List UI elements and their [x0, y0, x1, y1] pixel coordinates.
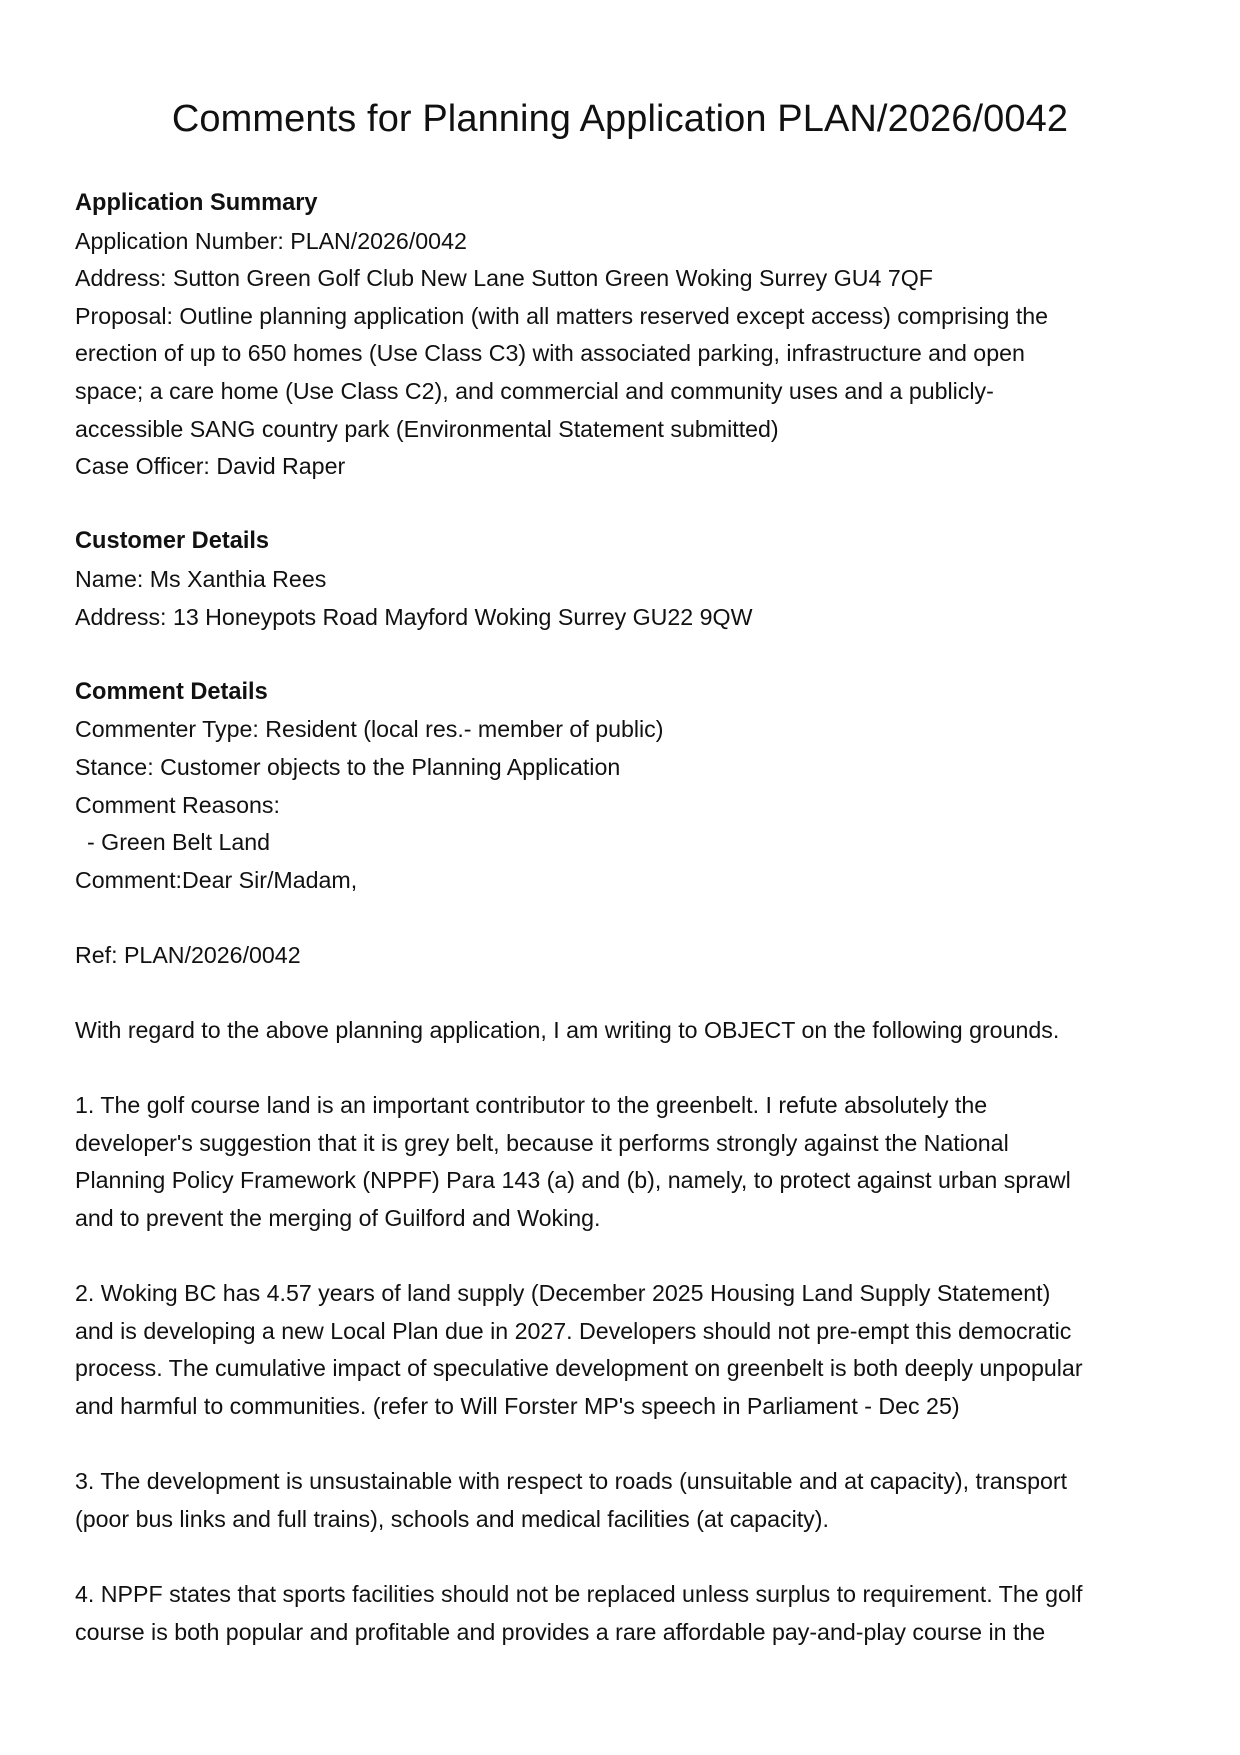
spacer: [75, 636, 1165, 674]
case-officer: Case Officer: David Raper: [75, 453, 346, 480]
customer-details-heading: Customer Details: [75, 528, 270, 555]
objection-point-line: 2. Woking BC has 4.57 years of land supply (December 2025 Housing Land Supply Statement): [75, 1280, 1051, 1307]
objection-point-line: course is both popular and profitable and provides a rare affordable pay-and-play course in the: [75, 1618, 1046, 1645]
objection-point-line: Planning Policy Framework (NPPF) Para 143 (a) and (b), namely, to protect against urban sprawl: [75, 1167, 1071, 1194]
objection-point-line: and harmful to communities. (refer to Will Forster MP's speech in Parliament - Dec 25): [75, 1393, 960, 1419]
comment-opening: Comment:Dear Sir/Madam,: [75, 866, 358, 893]
spacer: [75, 1238, 1165, 1276]
proposal-line: space; a care home (Use Class C2), and commercial and community uses and a publicly-: [75, 377, 994, 404]
comment-intro: With regard to the above planning application, I am writing to OBJECT on the following grounds.: [75, 1017, 1060, 1044]
spacer: [75, 1426, 1165, 1464]
document-body: [75, 185, 1165, 1651]
objection-point-line: developer's suggestion that it is grey belt, because it performs strongly against the National: [75, 1129, 1009, 1156]
comment-reasons-label: Comment Reasons:: [75, 791, 280, 818]
application-summary-heading: Application Summary: [75, 190, 318, 216]
spacer: [75, 486, 1165, 524]
objection-point-line: and to prevent the merging of Guilford and Woking.: [75, 1205, 601, 1232]
objection-point-line: 1. The golf course land is an important contributor to the greenbelt. I refute absolutely the: [75, 1092, 988, 1119]
proposal-line: accessible SANG country park (Environmental Statement submitted): [75, 415, 779, 442]
customer-name: Name: Ms Xanthia Rees: [75, 565, 327, 592]
page-title: Comments for Planning Application PLAN/2026/0042: [171, 98, 1069, 140]
stance: Stance: Customer objects to the Planning Application: [75, 753, 621, 780]
comment-ref: Ref: PLAN/2026/0042: [75, 941, 301, 968]
spacer: [75, 899, 1165, 937]
spacer: [75, 974, 1165, 1012]
objection-point-line: 4. NPPF states that sports facilities should not be replaced unless surplus to requirement. The golf: [75, 1580, 1083, 1607]
comment-reason-item: - Green Belt Land: [87, 829, 271, 856]
customer-address: Address: 13 Honeypots Road Mayford Woking Surrey GU22 9QW: [75, 603, 753, 630]
objection-point-line: (poor bus links and full trains), schools and medical facilities (at capacity).: [75, 1505, 829, 1532]
objection-point-line: 3. The development is unsustainable with respect to roads (unsuitable and at capacity), transport: [75, 1468, 1068, 1495]
proposal-line: Proposal: Outline planning application (with all matters reserved except access) comprising the: [75, 302, 1049, 329]
objection-point-line: and is developing a new Local Plan due in 2027. Developers should not pre-empt this democratic: [75, 1317, 1072, 1344]
proposal-line: erection of up to 650 homes (Use Class C3) with associated parking, infrastructure and open: [75, 340, 1025, 367]
objection-point-line: process. The cumulative impact of speculative development on greenbelt is both deeply unpopular: [75, 1355, 1083, 1382]
spacer: [75, 1538, 1165, 1576]
application-number: Application Number: PLAN/2026/0042: [75, 227, 467, 254]
spacer: [75, 1050, 1165, 1088]
commenter-type: Commenter Type: Resident (local res.- member of public): [75, 716, 664, 743]
application-address: Address: Sutton Green Golf Club New Lane Sutton Green Woking Surrey GU4 7QF: [75, 265, 933, 292]
comment-details-heading: Comment Details: [75, 678, 268, 705]
